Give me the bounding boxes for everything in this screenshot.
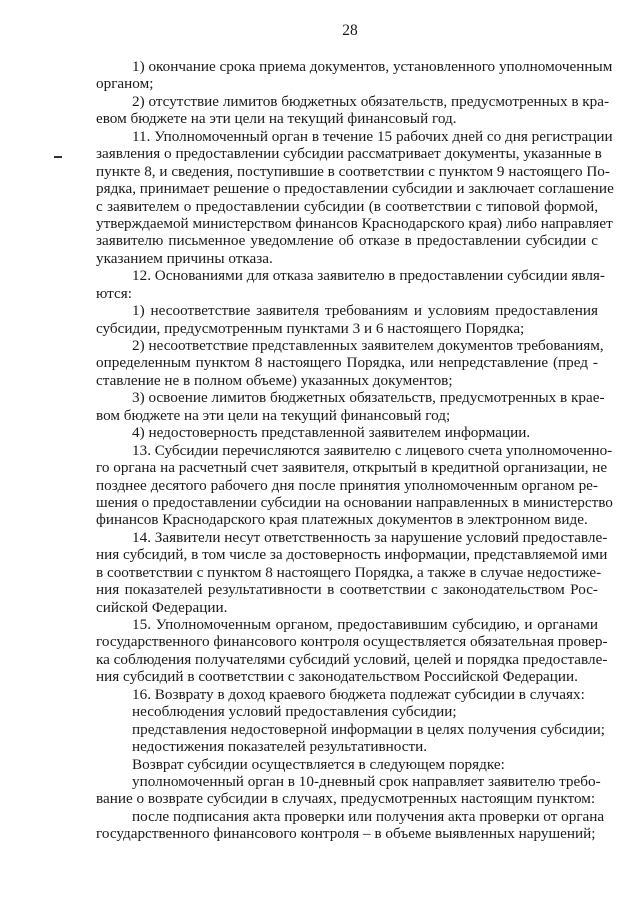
- text-line: в соответствии с пунктом 8 настоящего Порядка, а также в случае недостиже-: [96, 563, 602, 581]
- text-line: с заявителем о предоставлении субсидии (в соответствии с типовой формой,: [96, 197, 598, 215]
- text-line: недостижения показателей результативности.: [132, 738, 428, 756]
- text-line: вание о возврате субсидии в случаях, предусмотренных настоящим пунктом:: [96, 790, 596, 808]
- text-line: 1) несоответствие заявителя требованиям и условиям предоставления: [132, 302, 598, 320]
- text-line: 11. Уполномоченный орган в течение 15 рабочих дней со дня регистрации: [132, 127, 613, 145]
- text-line: го органа на расчетный счет заявителя, открытый в кредитной организации, не: [96, 459, 608, 477]
- text-line: вом бюджете на эти цели на текущий финансовый год;: [96, 406, 451, 424]
- text-line: ния субсидий, в том числе за достоверность информации, представляемой ими: [96, 546, 608, 564]
- margin-mark: [54, 156, 62, 158]
- text-line: 13. Субсидии перечисляются заявителю с лицевого счета уполномоченно-: [132, 441, 613, 459]
- text-line: 12. Основаниями для отказа заявителю в предоставлении субсидии явля-: [132, 267, 605, 285]
- text-line: определенным пунктом 8 настоящего Порядка, или непредставление (пред -: [96, 354, 598, 372]
- text-line: финансов Краснодарского края платежных документов в электронном виде.: [96, 511, 588, 529]
- text-line: представления недостоверной информации в целях получения субсидии;: [132, 720, 605, 738]
- text-line: государственного финансового контроля осуществляется обязательная провер-: [96, 633, 608, 651]
- text-line: заявления о предоставлении субсидии рассматривает документы, указанные в: [96, 145, 602, 163]
- text-line: евом бюджете на эти цели на текущий финансовый год.: [96, 110, 457, 128]
- page-number: 28: [342, 22, 358, 39]
- text-line: Возврат субсидии осуществляется в следующем порядке:: [132, 755, 505, 773]
- text-line: государственного финансового контроля – в объеме выявленных нарушений;: [96, 825, 596, 843]
- text-line: рядка, принимает решение о предоставлении субсидии и заключает соглашение: [96, 180, 614, 198]
- text-line: уполномоченный орган в 10-дневный срок направляет заявителю требо-: [132, 772, 601, 790]
- text-line: утверждаемой министерством финансов Краснодарского края) либо направляет: [96, 214, 613, 232]
- text-line: ются:: [96, 284, 132, 302]
- text-line: 15. Уполномоченным органом, предоставившим субсидию, и органами: [132, 616, 598, 633]
- text-line: ставление не в полном объеме) указанных документов;: [96, 371, 453, 389]
- text-line: позднее десятого рабочего дня после принятия уполномоченным органом ре-: [96, 476, 598, 494]
- text-line: 3) освоение лимитов бюджетных обязательств, предусмотренных в крае-: [132, 389, 605, 407]
- text-line: пункте 8, и сведения, поступившие в соответствии с пунктом 9 настоящего По-: [96, 162, 610, 180]
- text-line: 2) отсутствие лимитов бюджетных обязательств, предусмотренных в кра-: [132, 92, 610, 110]
- text-line: субсидии, предусмотренным пунктами 3 и 6 настоящего Порядка;: [96, 319, 525, 337]
- text-line: несоблюдения условий предоставления субсидии;: [132, 703, 457, 721]
- text-line: сийской Федерации.: [96, 598, 228, 616]
- text-line: ния субсидий в соответствии с законодательством Российской Федерации.: [96, 668, 578, 686]
- text-line: шения о предоставлении субсидии на основании направленных в министерство: [96, 493, 613, 511]
- text-line: органом;: [96, 75, 154, 93]
- text-line: указанием причины отказа.: [96, 249, 273, 267]
- text-line: 16. Возврату в доход краевого бюджета подлежат субсидии в случаях:: [132, 685, 585, 703]
- document-body: [96, 58, 614, 843]
- text-line: 4) недостоверность представленной заявителем информации.: [132, 424, 531, 442]
- text-line: ка соблюдения получателями субсидий условий, целей и порядка предоставле-: [96, 650, 608, 668]
- text-line: заявителю письменное уведомление об отказе в предоставлении субсидии с: [96, 232, 598, 250]
- text-line: ния показателей результативности в соответствии с законодательством Рос-: [96, 581, 598, 599]
- text-line: 1) окончание срока приема документов, установленного уполномоченным: [132, 58, 613, 75]
- text-line: 14. Заявители несут ответственность за нарушение условий предоставле-: [132, 528, 608, 546]
- text-line: после подписания акта проверки или получения акта проверки от органа: [132, 807, 605, 825]
- text-line: 2) несоответствие представленных заявителем документов требованиям,: [132, 337, 604, 354]
